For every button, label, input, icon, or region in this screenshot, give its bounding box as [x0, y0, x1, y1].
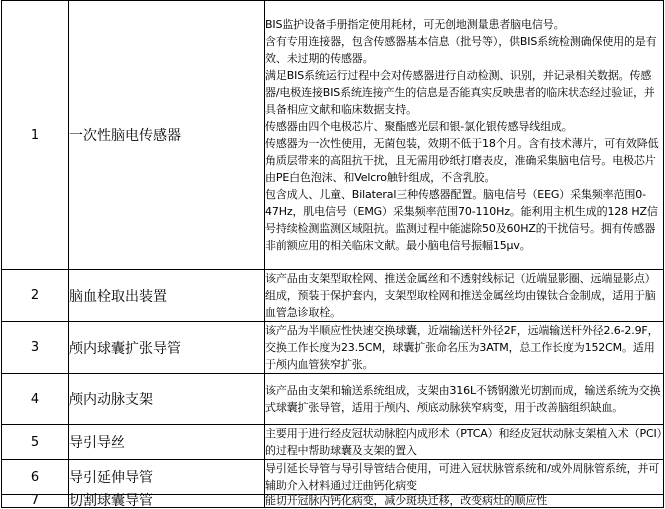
product-spec-table	[1, 0, 664, 508]
product-description	[265, 322, 664, 374]
description-paragraph: 含有专用连接器，包含传感器基本信息（批号等），供BIS系统检测确保使用的是有效、未过期的传感器。	[265, 35, 657, 65]
description-paragraph: 传感器为一次性使用，无菌包装，效期不低于18个月。含有技术薄片，可有效降低角质层带来的高阻抗干扰，且无需用砂纸打磨表皮，准确采集脑电信号。电极芯片由PE白色泡沫、和Velcro触针组成，不含乳胶。	[265, 137, 659, 184]
row-index: 5	[2, 425, 69, 460]
row-index: 7	[2, 495, 69, 508]
table-row	[2, 1, 664, 270]
description-paragraph: BIS监护设备手册指定使用耗材，可无创地测量患者脑电信号。	[265, 18, 565, 31]
product-description	[265, 460, 664, 495]
table-row	[2, 495, 664, 508]
product-name: 颅内球囊扩张导管	[69, 322, 265, 374]
table-row	[2, 425, 664, 460]
product-name: 导引延伸导管	[69, 460, 265, 495]
product-name: 切割球囊导管	[69, 495, 265, 508]
product-name: 导引导丝	[69, 425, 265, 460]
description-paragraph: 传感器由四个电极芯片、聚酯感光层和银-氯化银传感导线组成。	[265, 120, 573, 133]
description-paragraph: 导引延长导管与导引导管结合使用，可进入冠状脉管系统和/或外周脉管系统，并可辅助介入材料通过迂曲钙化病变	[265, 462, 660, 492]
product-name: 脑血栓取出装置	[69, 270, 265, 322]
product-name: 一次性脑电传感器	[69, 1, 265, 270]
table-row	[2, 374, 664, 425]
product-description	[265, 495, 664, 508]
row-index: 1	[2, 1, 69, 270]
table-row	[2, 270, 664, 322]
product-description	[265, 374, 664, 425]
product-description	[265, 1, 664, 270]
row-index: 6	[2, 460, 69, 495]
row-index: 3	[2, 322, 69, 374]
row-index: 4	[2, 374, 69, 425]
product-description	[265, 425, 664, 460]
description-paragraph: 满足BIS系统运行过程中会对传感器进行自动检测、识别，并记录相关数据。传感器/电极连接BIS系统连接产生的信息是否能真实反映患者的临床状态经过验证，并具备相应文献和临床数据支持。	[265, 69, 655, 116]
description-paragraph: 能切开冠脉内钙化病变，减少斑块迁移，改变病灶的顺应性	[265, 494, 548, 507]
row-index: 2	[2, 270, 69, 322]
table-row	[2, 460, 664, 495]
description-paragraph: 主要用于进行经皮冠状动脉腔内成形术（PTCA）和经皮冠状动脉支架植入术（PCI）的过程中帮助球囊及支架的置入	[265, 427, 662, 457]
description-paragraph: 该产品由支架型取栓网、推送金属丝和不透射线标记（近端显影圈、远端显影点）组成，预装于保护套内，支架型取栓网和推送金属丝均由镍钛合金制成，适用于脑血管急诊取栓。	[265, 272, 656, 319]
table-row	[2, 322, 664, 374]
product-description	[265, 270, 664, 322]
product-name: 颅内动脉支架	[69, 374, 265, 425]
description-paragraph: 包含成人、儿童、Bilateral三种传感器配置。脑电信号（EEG）采集频率范围0-47Hz，肌电信号（EMG）采集频率范围70-110Hz。能利用主机生成的128 HZ信号持续检测监测区域阻抗。监测过程中能滤除50及60HZ的干扰信号。拥有传感器非前额应用的相关临床文献。最小脑电信号振幅15μv。	[265, 188, 658, 252]
description-paragraph: 该产品由支架和输送系统组成，支架由316L不锈钢激光切割而成，输送系统为交换式球囊扩张导管，适用于颅内、颅底动脉狭窄病变，用于改善脑组织缺血。	[265, 384, 661, 414]
description-paragraph: 该产品为半顺应性快速交换球囊，近端输送杆外径2F，远端输送杆外径2.6-2.9F，交换工作长度为23.5CM，球囊扩张命名压为3ATM，总工作长度为152CM。适用于颅内血管狭窄扩张。	[265, 324, 659, 371]
